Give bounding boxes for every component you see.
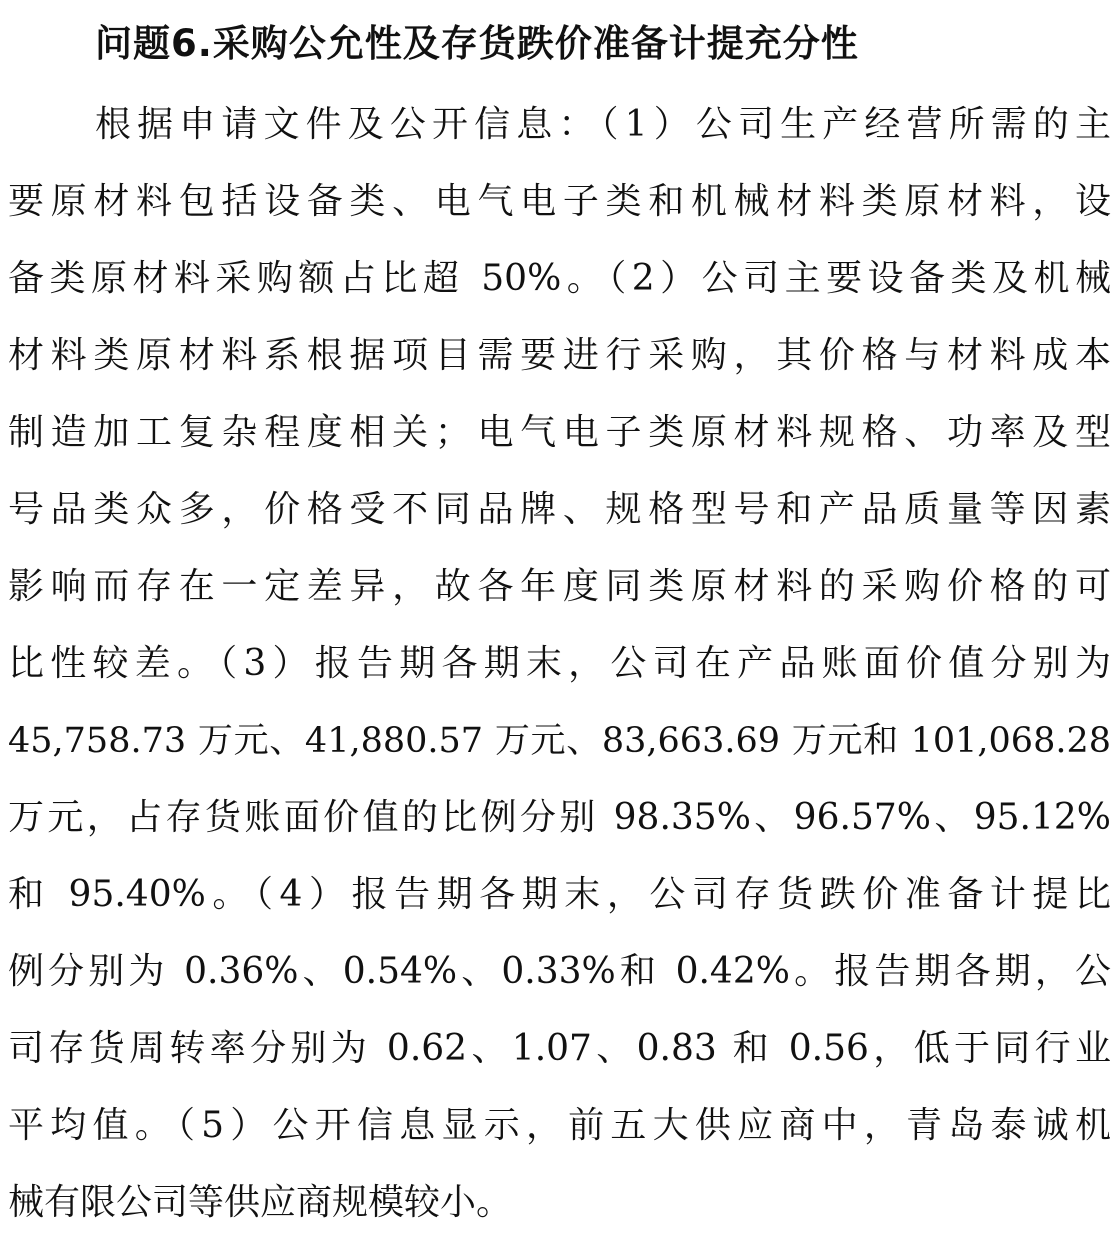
paragraph-line-4: 材料类原材料系根据项目需要进行采购，其价格与材料成本	[8, 335, 1111, 376]
paragraph-line-14: 平均值。（5）公开信息显示，前五大供应商中，青岛泰诚机	[8, 1105, 1111, 1146]
paragraph-line-11: 和 95.40%。（4）报告期各期末，公司存货跌价准备计提比	[8, 874, 1111, 915]
paragraph-line-10: 万元，占存货账面价值的比例分别 98.35%、96.57%、95.12%	[8, 797, 1111, 838]
paragraph-line-1: 根据申请文件及公开信息：（1）公司生产经营所需的主	[95, 104, 1111, 145]
paragraph-line-3: 备类原材料采购额占比超 50%。（2）公司主要设备类及机械	[8, 258, 1111, 299]
paragraph-line-9: 45,758.73 万元、41,880.57 万元、83,663.69 万元和 101,068.28	[8, 721, 1111, 761]
paragraph-line-6: 号品类众多，价格受不同品牌、规格型号和产品质量等因素	[8, 489, 1111, 530]
section-heading: 问题6.采购公允性及存货跌价准备计提充分性	[95, 22, 859, 65]
paragraph-line-13: 司存货周转率分别为 0.62、1.07、0.83 和 0.56，低于同行业	[8, 1028, 1111, 1069]
paragraph-line-8: 比性较差。（3）报告期各期末，公司在产品账面价值分别为	[8, 643, 1111, 684]
paragraph-line-5: 制造加工复杂程度相关；电气电子类原材料规格、功率及型	[8, 412, 1111, 453]
paragraph-line-7: 影响而存在一定差异，故各年度同类原材料的采购价格的可	[8, 566, 1111, 607]
paragraph-line-2: 要原材料包括设备类、电气电子类和机械材料类原材料，设	[8, 181, 1111, 222]
paragraph-line-15: 械有限公司等供应商规模较小。	[8, 1182, 513, 1223]
paragraph-line-12: 例分别为 0.36%、0.54%、0.33%和 0.42%。报告期各期，公	[8, 951, 1111, 992]
